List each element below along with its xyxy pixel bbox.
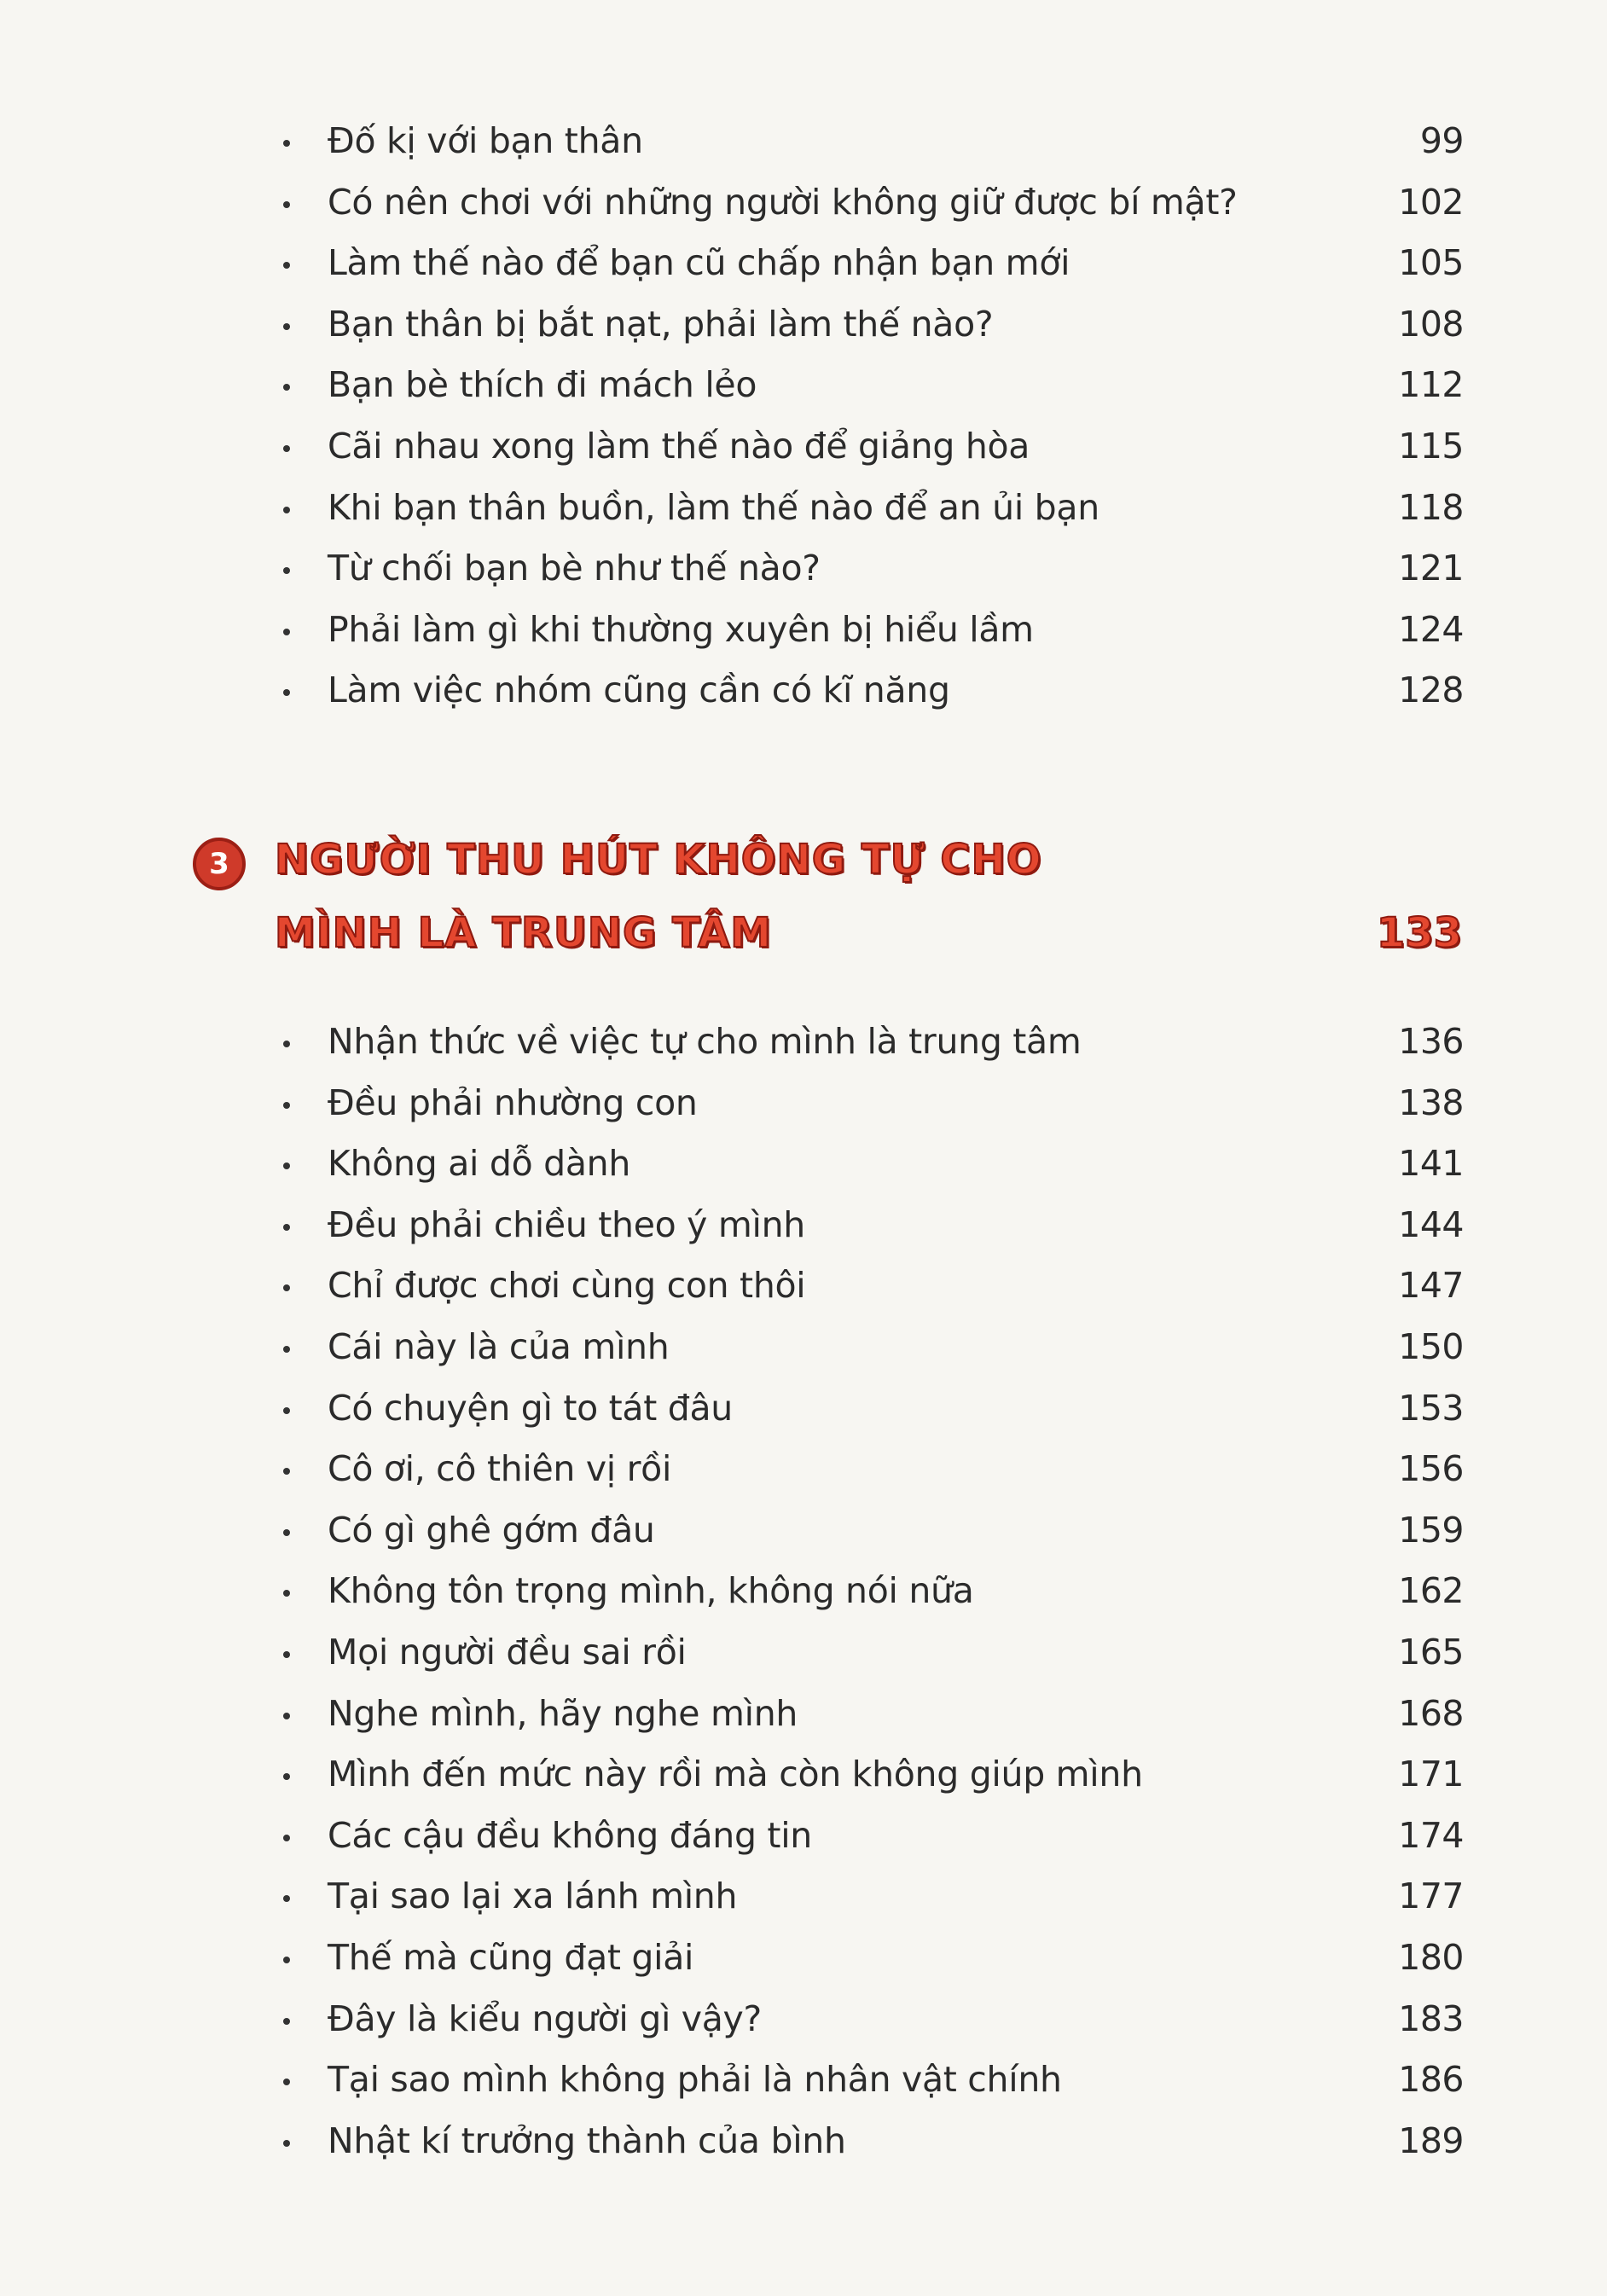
bullet-icon: [283, 1957, 290, 1963]
chapter-heading[interactable]: [0, 834, 1607, 979]
bullet-icon: [283, 201, 290, 208]
toc-entry[interactable]: [0, 1744, 1607, 1806]
entry-page-number: 136: [1398, 1021, 1464, 1062]
entry-page-number: 150: [1398, 1325, 1464, 1367]
entry-title: Khi bạn thân buồn, làm thế nào để an ủi bạn: [328, 486, 1099, 528]
toc-entry[interactable]: [0, 355, 1607, 416]
entry-title: Có gì ghê gớm đâu: [328, 1509, 655, 1551]
bullet-icon: [283, 507, 290, 513]
entry-title: Đều phải nhường con: [328, 1081, 698, 1123]
bullet-icon: [283, 1895, 290, 1902]
bullet-icon: [283, 1773, 290, 1780]
toc-entry[interactable]: [0, 1989, 1607, 2050]
toc-entry[interactable]: [0, 1928, 1607, 1989]
bullet-icon: [283, 1102, 290, 1109]
entry-page-number: 162: [1398, 1570, 1464, 1612]
entry-title: Có nên chơi với những người không giữ được bí mật?: [328, 181, 1238, 223]
entry-title: Đều phải chiều theo ý mình: [328, 1203, 805, 1245]
entry-title: Mình đến mức này rồi mà còn không giúp mình: [328, 1754, 1143, 1795]
entry-page-number: 128: [1398, 670, 1464, 711]
entry-page-number: 183: [1398, 1997, 1464, 2039]
entry-page-number: 144: [1398, 1203, 1464, 1245]
bullet-icon: [283, 1835, 290, 1841]
toc-entry[interactable]: [0, 1073, 1607, 1134]
entry-title: Nhật kí trưởng thành của bình: [328, 2119, 846, 2161]
toc-entry[interactable]: [0, 1806, 1607, 1867]
bullet-icon: [283, 1468, 290, 1475]
toc-entry[interactable]: [0, 111, 1607, 172]
bullet-icon: [283, 1651, 290, 1658]
entry-page-number: 174: [1398, 1814, 1464, 1856]
toc-entry[interactable]: [0, 538, 1607, 600]
entry-page-number: 102: [1398, 181, 1464, 223]
toc-entry[interactable]: [0, 2050, 1607, 2111]
bullet-icon: [283, 1162, 290, 1169]
entry-page-number: 108: [1398, 303, 1464, 345]
toc-entry[interactable]: [0, 660, 1607, 722]
toc-entry[interactable]: [0, 1255, 1607, 1317]
entry-title: Phải làm gì khi thường xuyên bị hiểu lầm: [328, 608, 1034, 650]
entry-title: Cãi nhau xong làm thế nào để giảng hòa: [328, 425, 1030, 467]
entry-title: Làm thế nào để bạn cũ chấp nhận bạn mới: [328, 242, 1070, 284]
bullet-icon: [283, 1590, 290, 1597]
toc-entry[interactable]: [0, 416, 1607, 478]
toc-entry[interactable]: [0, 294, 1607, 356]
entry-title: Mọi người đều sai rồi: [328, 1631, 687, 1673]
toc-entry[interactable]: [0, 1317, 1607, 1378]
chapter-title-line-2: MÌNH LÀ TRUNG TÂM: [275, 909, 773, 957]
toc-entry[interactable]: [0, 1500, 1607, 1562]
toc-entry[interactable]: [0, 1012, 1607, 1073]
toc-list-section-3: [0, 1012, 1607, 2171]
entry-page-number: 121: [1398, 548, 1464, 589]
bullet-icon: [283, 384, 290, 391]
bullet-icon: [283, 2079, 290, 2085]
chapter-page-number: 133: [1376, 909, 1462, 957]
entry-title: Các cậu đều không đáng tin: [328, 1814, 812, 1856]
entry-page-number: 180: [1398, 1936, 1464, 1978]
bullet-icon: [283, 1346, 290, 1353]
entry-page-number: 105: [1398, 242, 1464, 284]
entry-title: Từ chối bạn bè như thế nào?: [328, 548, 821, 589]
bullet-icon: [283, 689, 290, 696]
toc-entry[interactable]: [0, 1866, 1607, 1928]
entry-page-number: 165: [1398, 1631, 1464, 1673]
entry-page-number: 153: [1398, 1387, 1464, 1429]
toc-entry[interactable]: [0, 1439, 1607, 1500]
bullet-icon: [283, 2018, 290, 2025]
toc-entry[interactable]: [0, 1561, 1607, 1622]
entry-page-number: 168: [1398, 1692, 1464, 1734]
entry-title: Chỉ được chơi cùng con thôi: [328, 1265, 806, 1307]
bullet-icon: [283, 567, 290, 574]
entry-page-number: 186: [1398, 2059, 1464, 2101]
entry-page-number: 177: [1398, 1876, 1464, 1917]
chapter-title-line-1: NGƯỜI THU HÚT KHÔNG TỰ CHO: [275, 836, 1042, 884]
toc-entry[interactable]: [0, 172, 1607, 234]
entry-title: Đố kị với bạn thân: [328, 120, 643, 161]
toc-entry[interactable]: [0, 1684, 1607, 1745]
toc-entry[interactable]: [0, 478, 1607, 539]
entry-title: Tại sao lại xa lánh mình: [328, 1876, 738, 1917]
toc-entry[interactable]: [0, 600, 1607, 661]
bullet-icon: [283, 1224, 290, 1231]
entry-page-number: 189: [1398, 2119, 1464, 2161]
entry-title: Không tôn trọng mình, không nói nữa: [328, 1570, 974, 1612]
toc-entry[interactable]: [0, 233, 1607, 294]
entry-page-number: 138: [1398, 1081, 1464, 1123]
toc-entry[interactable]: [0, 1195, 1607, 1256]
toc-list-section-2: [0, 111, 1607, 722]
toc-entry[interactable]: [0, 1622, 1607, 1684]
entry-title: Không ai dỗ dành: [328, 1143, 631, 1185]
bullet-icon: [283, 445, 290, 452]
entry-title: Cô ơi, cô thiên vị rồi: [328, 1448, 672, 1490]
toc-entry[interactable]: [0, 1378, 1607, 1440]
bullet-icon: [283, 140, 290, 147]
entry-page-number: 115: [1398, 425, 1464, 467]
bullet-icon: [283, 1284, 290, 1291]
entry-title: Bạn thân bị bắt nạt, phải làm thế nào?: [328, 303, 994, 345]
entry-page-number: 156: [1398, 1448, 1464, 1490]
bullet-icon: [283, 1529, 290, 1536]
bullet-icon: [283, 323, 290, 330]
bullet-icon: [283, 1041, 290, 1047]
entry-page-number: 118: [1398, 486, 1464, 528]
entry-title: Nghe mình, hãy nghe mình: [328, 1692, 798, 1734]
toc-entry[interactable]: [0, 2111, 1607, 2172]
entry-title: Thế mà cũng đạt giải: [328, 1936, 694, 1978]
entry-page-number: 141: [1398, 1143, 1464, 1185]
entry-page-number: 171: [1398, 1754, 1464, 1795]
chapter-number-badge: 3: [193, 838, 246, 890]
entry-title: Có chuyện gì to tát đâu: [328, 1387, 733, 1429]
toc-entry[interactable]: [0, 1134, 1607, 1195]
bullet-icon: [283, 629, 290, 635]
entry-title: Nhận thức về việc tự cho mình là trung tâm: [328, 1021, 1082, 1062]
bullet-icon: [283, 2140, 290, 2147]
entry-page-number: 99: [1419, 120, 1464, 161]
entry-page-number: 159: [1398, 1509, 1464, 1551]
entry-page-number: 147: [1398, 1265, 1464, 1307]
entry-title: Tại sao mình không phải là nhân vật chính: [328, 2059, 1062, 2101]
entry-page-number: 112: [1398, 364, 1464, 406]
entry-title: Cái này là của mình: [328, 1325, 670, 1367]
bullet-icon: [283, 1713, 290, 1719]
entry-title: Đây là kiểu người gì vậy?: [328, 1997, 762, 2039]
entry-title: Bạn bè thích đi mách lẻo: [328, 364, 757, 406]
bullet-icon: [283, 262, 290, 269]
entry-page-number: 124: [1398, 608, 1464, 650]
bullet-icon: [283, 1407, 290, 1414]
entry-title: Làm việc nhóm cũng cần có kĩ năng: [328, 670, 950, 711]
